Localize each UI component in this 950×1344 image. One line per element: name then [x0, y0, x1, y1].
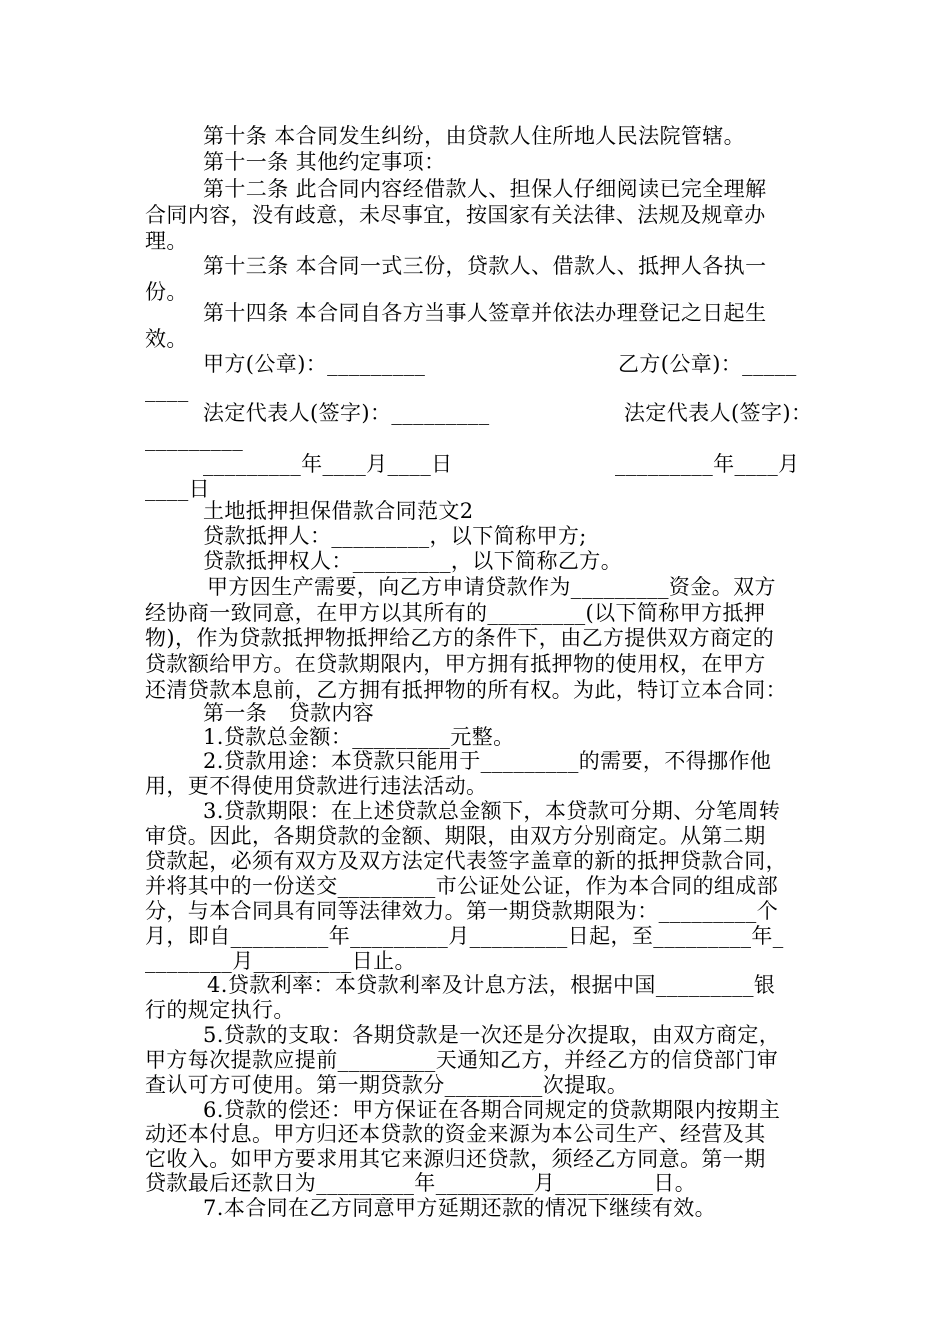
- article-11: 第十一条 其他约定事项：: [203, 150, 446, 174]
- mortgagor-line: 贷款抵押人：_________，以下简称甲方;: [203, 524, 587, 548]
- article-1-heading: 第一条 贷款内容: [203, 701, 375, 725]
- clause-1: 1.贷款总金额：_________元整。: [203, 725, 515, 749]
- party-b-representative-cont: _________: [145, 427, 244, 451]
- clause-6-line-2: 动还本付息。甲方归还本贷款的资金来源为本公司生产、经营及其: [145, 1122, 766, 1146]
- preamble-line-4: 贷款额给甲方。在贷款期限内，甲方拥有抵押物的使用权，在甲方: [145, 652, 766, 676]
- article-13-line-2: 份。: [145, 280, 188, 304]
- section-title: 土地抵押担保借款合同范文2: [203, 499, 474, 523]
- clause-5-line-3: 查认可方可使用。第一期贷款分_________次提取。: [145, 1073, 629, 1097]
- clause-3-line-1: 3.贷款期限：在上述贷款总金额下，本贷款可分期、分笔周转: [203, 799, 781, 823]
- clause-3-line-3: 贷款起，必须有双方及双方法定代表签字盖章的新的抵押贷款合同，: [145, 849, 787, 873]
- preamble-line-1: 甲方因生产需要，向乙方申请贷款作为_________资金。双方: [207, 575, 776, 599]
- article-14-line-1: 第十四条 本合同自各方当事人签章并依法办理登记之日起生: [203, 301, 767, 325]
- clause-5-line-2: 甲方每次提款应提前_________天通知乙方，并经乙方的信贷部门审: [145, 1048, 779, 1072]
- clause-4-line-2: 行的规定执行。: [145, 998, 295, 1022]
- article-14-line-2: 效。: [145, 327, 188, 351]
- clause-2-line-1: 2.贷款用途：本贷款只能用于_________的需要，不得挪作他: [203, 749, 772, 773]
- party-b-representative: 法定代表人(签字)：: [624, 401, 813, 425]
- preamble-line-3: 物)，作为贷款抵押物抵押给乙方的条件下，由乙方提供双方商定的: [145, 626, 775, 650]
- mortgagee-line: 贷款抵押权人：_________，以下简称乙方。: [203, 549, 623, 573]
- clause-6-line-3: 它收入。如甲方要求用其它来源归还贷款，须经乙方同意。第一期: [145, 1147, 766, 1171]
- clause-3-line-5: 分，与本合同具有同等法律效力。第一期贷款期限为：_________个: [145, 899, 779, 923]
- clause-4-line-1: 4.贷款利率：本贷款利率及计息方法，根据中国_________银: [207, 973, 776, 997]
- clause-6-line-1: 6.贷款的偿还：甲方保证在各期合同规定的贷款期限内按期主: [203, 1098, 781, 1122]
- clause-3-line-7: ________月_________日止。: [145, 949, 416, 973]
- party-b-date: _________年____月: [615, 452, 800, 476]
- article-12-line-3: 理。: [145, 229, 188, 253]
- clause-7: 7.本合同在乙方同意甲方延期还款的情况下继续有效。: [203, 1196, 717, 1220]
- clause-3-line-4: 并将其中的一份送交_________市公证处公证，作为本合同的组成部: [145, 874, 779, 898]
- clause-2-line-2: 用，更不得使用贷款进行违法活动。: [145, 774, 488, 798]
- clause-5-line-1: 5.贷款的支取：各期贷款是一次还是分次提取，由双方商定，: [203, 1023, 781, 1047]
- party-a-date: _________年____月____日: [203, 452, 453, 476]
- preamble-line-2: 经协商一致同意，在甲方以其所有的_________(以下简称甲方抵押: [145, 601, 766, 625]
- party-b-seal: 乙方(公章)：_____: [618, 352, 797, 376]
- article-12-line-2: 合同内容，没有歧意，未尽事宜，按国家有关法律、法规及规章办: [145, 203, 766, 227]
- article-12-line-1: 第十二条 此合同内容经借款人、担保人仔细阅读已完全理解: [203, 177, 767, 201]
- party-b-seal-cont: ____: [145, 378, 189, 402]
- clause-3-line-2: 审贷。因此，各期贷款的金额、期限，由双方分别商定。从第二期: [145, 824, 766, 848]
- party-b-date-cont: ____日: [145, 477, 210, 501]
- clause-3-line-6: 月，即自_________年_________月_________日起，至_________年_: [145, 924, 784, 948]
- article-10: 第十条 本合同发生纠纷，由贷款人住所地人民法院管辖。: [203, 124, 746, 148]
- preamble-line-5: 还清贷款本息前，乙方拥有抵押物的所有权。为此，特订立本合同：: [145, 678, 787, 702]
- party-a-seal: 甲方(公章)：_________: [203, 352, 426, 376]
- article-13-line-1: 第十三条 本合同一式三份，贷款人、借款人、抵押人各执一: [203, 254, 767, 278]
- clause-6-line-4: 贷款最后还款日为_________年_________月_________日。: [145, 1171, 697, 1195]
- party-a-representative: 法定代表人(签字)：_________: [203, 401, 490, 425]
